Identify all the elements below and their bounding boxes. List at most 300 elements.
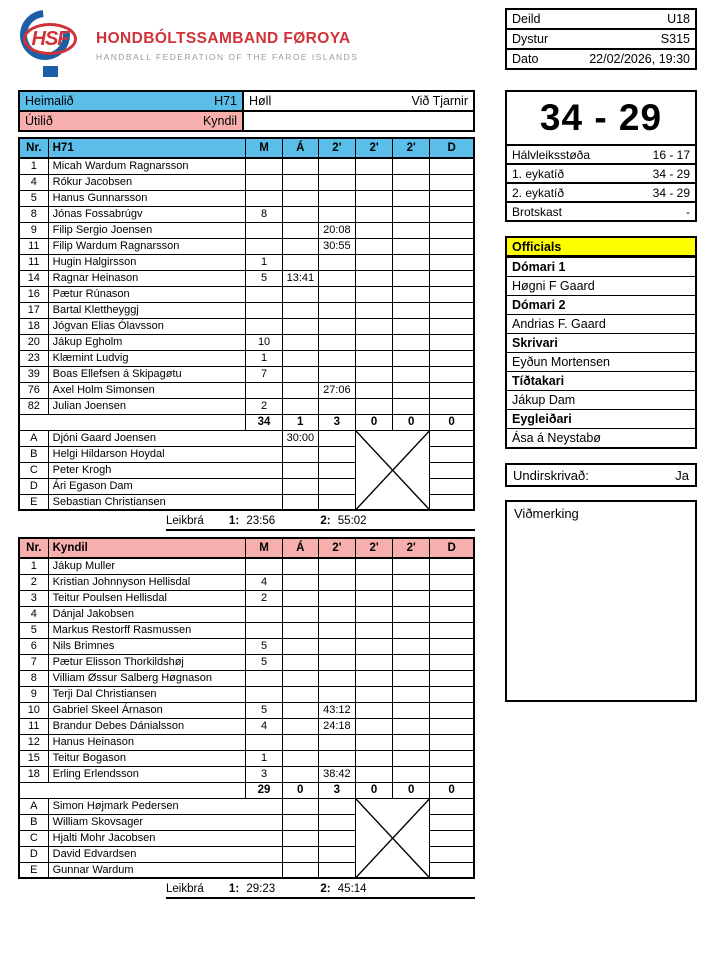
roster-body	[19, 558, 474, 878]
timekeeper-name: Jákup Dam	[507, 390, 695, 409]
player-t2-cell	[355, 382, 392, 398]
player-t3-cell	[393, 206, 430, 222]
total-t2-cell: 0	[355, 414, 392, 430]
col-header-nr: Nr.	[19, 138, 48, 158]
bench-d-cell	[430, 846, 474, 862]
bench-d-cell	[430, 830, 474, 846]
player-d-cell	[430, 174, 474, 190]
player-name: Teitur Bogason	[48, 750, 246, 766]
player-d-cell	[430, 606, 474, 622]
player-row	[19, 334, 474, 350]
player-number: 6	[19, 638, 48, 654]
player-t1-cell	[318, 750, 355, 766]
player-t2-cell	[355, 638, 392, 654]
overtime2-label: 2. eykatíð	[512, 185, 565, 200]
bench-warning-cell	[282, 462, 318, 478]
player-t1-cell	[318, 686, 355, 702]
player-number: 11	[19, 718, 48, 734]
player-row	[19, 766, 474, 782]
player-number: 20	[19, 334, 48, 350]
player-row	[19, 286, 474, 302]
player-row	[19, 270, 474, 286]
player-a-cell	[282, 654, 318, 670]
player-a-cell	[282, 350, 318, 366]
player-a-cell: 13:41	[282, 270, 318, 286]
player-a-cell	[282, 718, 318, 734]
player-row	[19, 366, 474, 382]
player-number: 39	[19, 366, 48, 382]
player-m-cell	[246, 622, 282, 638]
period1-label: 1:	[228, 515, 240, 527]
bench-letter: E	[19, 494, 48, 510]
bench-suspension-cell	[318, 798, 355, 814]
leikbra-away	[166, 883, 475, 899]
player-name: Boas Ellefsen á Skipagøtu	[48, 366, 246, 382]
player-number: 23	[19, 350, 48, 366]
player-number: 2	[19, 574, 48, 590]
bench-suspension-cell	[318, 462, 355, 478]
player-t3-cell	[393, 222, 430, 238]
bench-letter: C	[19, 830, 48, 846]
player-number: 9	[19, 686, 48, 702]
period1-label: 1:	[228, 883, 240, 895]
player-t1-cell	[318, 158, 355, 174]
bench-letter: D	[19, 478, 48, 494]
player-d-cell	[430, 302, 474, 318]
player-t1-cell	[318, 206, 355, 222]
player-t3-cell	[393, 382, 430, 398]
player-t3-cell	[393, 366, 430, 382]
halftime-label: Hálvleiksstøða	[512, 147, 591, 162]
player-t3-cell	[393, 302, 430, 318]
player-t1-cell: 20:08	[318, 222, 355, 238]
player-row	[19, 350, 474, 366]
col-header: D	[430, 538, 474, 558]
player-m-cell: 5	[246, 654, 282, 670]
info-row-deild	[506, 9, 696, 29]
observer-role: Eygleiðari	[507, 409, 695, 428]
player-number: 12	[19, 734, 48, 750]
period2-label: 2:	[320, 883, 331, 895]
summary-column	[505, 90, 697, 905]
bench-row	[19, 430, 474, 446]
x-mark-icon	[356, 799, 429, 878]
player-t1-cell	[318, 302, 355, 318]
player-d-cell	[430, 766, 474, 782]
total-t1-cell: 3	[318, 414, 355, 430]
player-m-cell: 4	[246, 574, 282, 590]
match-info-table	[505, 8, 697, 70]
away-banner-row	[19, 111, 474, 131]
player-a-cell	[282, 766, 318, 782]
bench-d-cell	[430, 446, 474, 462]
bench-letter: A	[19, 798, 48, 814]
player-t1-cell: 27:06	[318, 382, 355, 398]
player-row	[19, 686, 474, 702]
player-t3-cell	[393, 718, 430, 734]
totals-blank-cell	[19, 414, 246, 430]
player-d-cell	[430, 158, 474, 174]
player-name: Jákup Egholm	[48, 334, 246, 350]
player-row	[19, 558, 474, 574]
bench-row	[19, 798, 474, 814]
roster-body	[19, 158, 474, 510]
bench-name: Djóni Gaard Joensen	[48, 430, 282, 446]
player-m-cell	[246, 318, 282, 334]
player-row	[19, 702, 474, 718]
player-d-cell	[430, 750, 474, 766]
player-t3-cell	[393, 670, 430, 686]
bench-suspension-cell	[318, 430, 355, 446]
player-t2-cell	[355, 558, 392, 574]
penalty-row	[507, 201, 695, 220]
total-m-cell: 29	[246, 782, 282, 798]
total-t1-cell: 3	[318, 782, 355, 798]
col-header: 2'	[318, 538, 355, 558]
overtime2-value: 34 - 29	[652, 185, 690, 200]
hsf-logo	[18, 8, 82, 80]
bench-name: Simon Højmark Pedersen	[48, 798, 282, 814]
player-row	[19, 254, 474, 270]
player-t1-cell	[318, 254, 355, 270]
player-t3-cell	[393, 750, 430, 766]
player-t3-cell	[393, 702, 430, 718]
player-number: 11	[19, 254, 48, 270]
player-number: 8	[19, 206, 48, 222]
player-d-cell	[430, 622, 474, 638]
player-d-cell	[430, 734, 474, 750]
col-header: Á	[282, 138, 318, 158]
player-a-cell	[282, 622, 318, 638]
player-name: Nils Brimnes	[48, 638, 246, 654]
federation-name: HONDBÓLTSSAMBAND FØROYA	[96, 30, 351, 47]
col-header: 2'	[355, 538, 392, 558]
player-a-cell	[282, 286, 318, 302]
leikbra-home	[166, 515, 475, 531]
player-m-cell: 1	[246, 750, 282, 766]
player-name: Jónas Fossabrúgv	[48, 206, 246, 222]
player-number: 10	[19, 702, 48, 718]
player-a-cell	[282, 222, 318, 238]
player-t2-cell	[355, 318, 392, 334]
final-score: 34 - 29	[539, 97, 663, 138]
dato-label: Dato	[512, 52, 539, 66]
bench-warning-cell	[282, 862, 318, 878]
bench-letter: B	[19, 446, 48, 462]
bench-warning-cell	[282, 446, 318, 462]
bench-letter: D	[19, 846, 48, 862]
referee1-role: Dómari 1	[507, 257, 695, 276]
team-name-header: Kyndil	[48, 538, 246, 558]
player-d-cell	[430, 286, 474, 302]
player-name: Dánjal Jakobsen	[48, 606, 246, 622]
player-a-cell	[282, 590, 318, 606]
bench-letter: E	[19, 862, 48, 878]
bench-suspension-cell	[318, 862, 355, 878]
team-name-header: H71	[48, 138, 246, 158]
bench-name: Hjalti Mohr Jacobsen	[48, 830, 282, 846]
crossed-out-cells	[355, 430, 429, 510]
player-name: Villiam Øssur Salberg Høgnason	[48, 670, 246, 686]
player-row	[19, 398, 474, 414]
player-number: 76	[19, 382, 48, 398]
player-d-cell	[430, 318, 474, 334]
player-t1-cell	[318, 286, 355, 302]
player-a-cell	[282, 238, 318, 254]
player-m-cell	[246, 302, 282, 318]
bench-letter: C	[19, 462, 48, 478]
player-t1-cell	[318, 318, 355, 334]
player-m-cell	[246, 286, 282, 302]
col-header: 2'	[355, 138, 392, 158]
player-m-cell	[246, 686, 282, 702]
bench-d-cell	[430, 862, 474, 878]
player-t1-cell	[318, 590, 355, 606]
player-number: 11	[19, 238, 48, 254]
player-m-cell: 3	[246, 766, 282, 782]
player-a-cell	[282, 206, 318, 222]
player-name: Klæmint Ludvig	[48, 350, 246, 366]
player-t1-cell	[318, 622, 355, 638]
bench-name: David Edvardsen	[48, 846, 282, 862]
player-d-cell	[430, 686, 474, 702]
player-t1-cell	[318, 638, 355, 654]
signed-value: Ja	[675, 467, 689, 483]
player-a-cell	[282, 702, 318, 718]
player-t3-cell	[393, 334, 430, 350]
dystur-label: Dystur	[512, 32, 549, 46]
player-name: Terji Dal Christiansen	[48, 686, 246, 702]
player-row	[19, 574, 474, 590]
player-t2-cell	[355, 590, 392, 606]
col-header: Á	[282, 538, 318, 558]
bench-suspension-cell	[318, 846, 355, 862]
player-t3-cell	[393, 654, 430, 670]
player-t2-cell	[355, 270, 392, 286]
player-d-cell	[430, 590, 474, 606]
player-a-cell	[282, 174, 318, 190]
player-m-cell: 5	[246, 702, 282, 718]
col-header-nr: Nr.	[19, 538, 48, 558]
totals-blank-cell	[19, 782, 246, 798]
player-d-cell	[430, 222, 474, 238]
player-number: 15	[19, 750, 48, 766]
player-t3-cell	[393, 558, 430, 574]
player-row	[19, 174, 474, 190]
player-name: Erling Erlendsson	[48, 766, 246, 782]
player-t3-cell	[393, 622, 430, 638]
col-header: 2'	[318, 138, 355, 158]
player-t2-cell	[355, 334, 392, 350]
player-a-cell	[282, 318, 318, 334]
bench-warning-cell: 30:00	[282, 430, 318, 446]
overtime1-label: 1. eykatíð	[512, 166, 565, 181]
bench-suspension-cell	[318, 446, 355, 462]
total-t2-cell: 0	[355, 782, 392, 798]
penalty-label: Brotskast	[512, 204, 563, 219]
home-label: Heimalið	[25, 94, 74, 108]
player-t1-cell	[318, 654, 355, 670]
roster-table-home	[18, 137, 475, 511]
player-t1-cell	[318, 558, 355, 574]
leikbra-label: Leikbrá	[166, 883, 204, 895]
player-number: 8	[19, 670, 48, 686]
away-team-cell	[19, 111, 243, 131]
player-t2-cell	[355, 158, 392, 174]
player-row	[19, 750, 474, 766]
player-t2-cell	[355, 302, 392, 318]
player-a-cell	[282, 638, 318, 654]
bench-d-cell	[430, 462, 474, 478]
total-a-cell: 1	[282, 414, 318, 430]
period2-label: 2:	[320, 515, 331, 527]
dato-value: 22/02/2026, 19:30	[589, 52, 690, 66]
period1-time: 29:23	[246, 883, 276, 895]
player-t3-cell	[393, 318, 430, 334]
player-t1-cell	[318, 270, 355, 286]
player-row	[19, 590, 474, 606]
halftime-value: 16 - 17	[652, 147, 690, 162]
col-header: D	[430, 138, 474, 158]
bench-name: Helgi Hildarson Hoydal	[48, 446, 282, 462]
secretary-role: Skrivari	[507, 333, 695, 352]
player-t2-cell	[355, 222, 392, 238]
x-mark-icon	[356, 431, 429, 510]
player-a-cell	[282, 382, 318, 398]
roster-header-away	[19, 538, 474, 558]
player-row	[19, 222, 474, 238]
federation-subtitle: HANDBALL FEDERATION OF THE FAROE ISLANDS	[96, 52, 359, 62]
player-name: Bartal Klettheyggj	[48, 302, 246, 318]
player-row	[19, 606, 474, 622]
player-name: Julian Joensen	[48, 398, 246, 414]
player-t2-cell	[355, 670, 392, 686]
player-t2-cell	[355, 766, 392, 782]
player-t2-cell	[355, 686, 392, 702]
bench-suspension-cell	[318, 814, 355, 830]
bench-warning-cell	[282, 494, 318, 510]
total-d-cell: 0	[430, 414, 474, 430]
hsf-monogram: HSF	[23, 23, 77, 55]
roster-table-away	[18, 537, 475, 879]
player-d-cell	[430, 558, 474, 574]
player-m-cell: 1	[246, 350, 282, 366]
roster-header-home	[19, 138, 474, 158]
player-m-cell	[246, 190, 282, 206]
period1-time: 23:56	[246, 515, 276, 527]
bench-suspension-cell	[318, 830, 355, 846]
player-row	[19, 638, 474, 654]
bench-name: Ári Egason Dam	[48, 478, 282, 494]
player-name: Pætur Rúnason	[48, 286, 246, 302]
player-number: 4	[19, 606, 48, 622]
roster-header-row	[19, 138, 474, 158]
timekeeper-role: Tíðtakari	[507, 371, 695, 390]
player-number: 18	[19, 766, 48, 782]
bench-d-cell	[430, 798, 474, 814]
player-row	[19, 318, 474, 334]
player-t2-cell	[355, 654, 392, 670]
total-a-cell: 0	[282, 782, 318, 798]
player-t2-cell	[355, 366, 392, 382]
halftime-row	[507, 144, 695, 163]
player-d-cell	[430, 574, 474, 590]
player-m-cell	[246, 238, 282, 254]
player-name: Markus Restorff Rasmussen	[48, 622, 246, 638]
player-m-cell: 5	[246, 638, 282, 654]
player-row	[19, 238, 474, 254]
bench-d-cell	[430, 430, 474, 446]
federation-title-block	[96, 8, 358, 88]
player-m-cell	[246, 174, 282, 190]
player-m-cell	[246, 558, 282, 574]
player-t2-cell	[355, 254, 392, 270]
home-team-name: H71	[214, 94, 237, 108]
bench-warning-cell	[282, 846, 318, 862]
player-d-cell	[430, 702, 474, 718]
player-t3-cell	[393, 766, 430, 782]
player-m-cell: 5	[246, 270, 282, 286]
player-name: Brandur Debes Dánialsson	[48, 718, 246, 734]
player-t1-cell	[318, 334, 355, 350]
player-t3-cell	[393, 238, 430, 254]
empty-cell	[243, 111, 474, 131]
remarks-label: Viðmerking	[514, 506, 579, 521]
teams-banner	[18, 90, 475, 132]
player-name: Jákup Muller	[48, 558, 246, 574]
totals-row	[19, 414, 474, 430]
player-t1-cell	[318, 398, 355, 414]
player-a-cell	[282, 302, 318, 318]
player-t1-cell	[318, 350, 355, 366]
info-row-dystur	[506, 29, 696, 49]
total-d-cell: 0	[430, 782, 474, 798]
bench-warning-cell	[282, 798, 318, 814]
bench-warning-cell	[282, 830, 318, 846]
player-t1-cell	[318, 606, 355, 622]
player-number: 9	[19, 222, 48, 238]
player-t3-cell	[393, 286, 430, 302]
player-a-cell	[282, 334, 318, 350]
player-m-cell	[246, 670, 282, 686]
page-header	[18, 8, 697, 88]
total-t3-cell: 0	[393, 782, 430, 798]
player-t3-cell	[393, 270, 430, 286]
player-d-cell	[430, 350, 474, 366]
bench-warning-cell	[282, 478, 318, 494]
bench-letter: A	[19, 430, 48, 446]
rosters-column	[18, 90, 475, 905]
player-a-cell	[282, 574, 318, 590]
player-name: Gabriel Skeel Árnason	[48, 702, 246, 718]
player-t1-cell: 38:42	[318, 766, 355, 782]
player-m-cell	[246, 606, 282, 622]
player-a-cell	[282, 606, 318, 622]
player-t3-cell	[393, 158, 430, 174]
player-m-cell	[246, 222, 282, 238]
officials-title: Officials	[507, 238, 695, 257]
player-t1-cell	[318, 574, 355, 590]
player-name: Axel Holm Simonsen	[48, 382, 246, 398]
player-name: Hanus Gunnarsson	[48, 190, 246, 206]
player-d-cell	[430, 638, 474, 654]
hall-cell	[243, 91, 474, 111]
col-header: M	[246, 138, 282, 158]
player-t1-cell: 43:12	[318, 702, 355, 718]
player-row	[19, 670, 474, 686]
overtime1-value: 34 - 29	[652, 166, 690, 181]
player-t2-cell	[355, 206, 392, 222]
